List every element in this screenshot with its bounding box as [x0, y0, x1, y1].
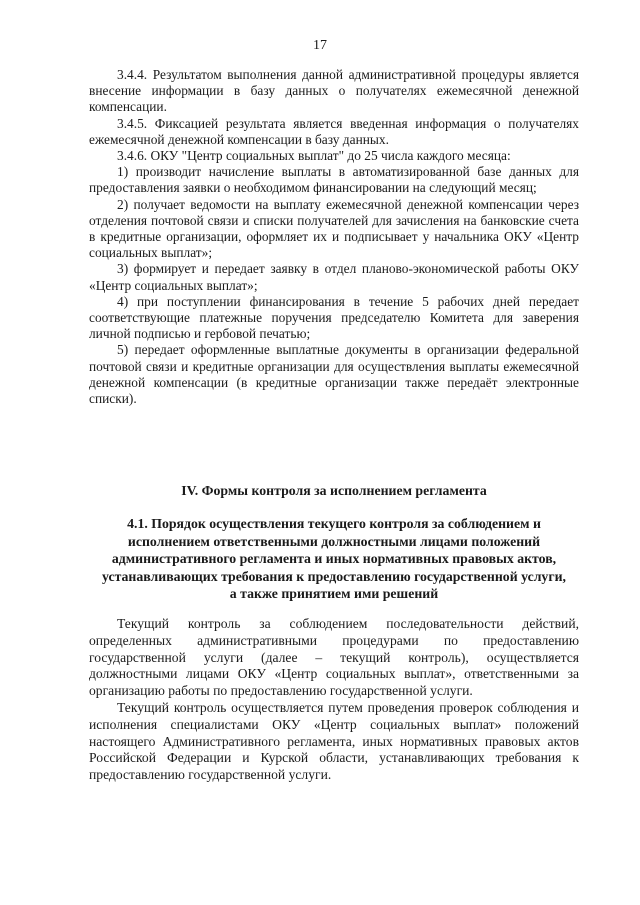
- list-item-1: 1) производит начисление выплаты в автоматизированной базе данных для предоставления заявки о необходимом финансировании на следующий месяц;: [89, 164, 579, 196]
- page-number: 17: [313, 38, 327, 53]
- list-item-3: 3) формирует и передает заявку в отдел планово-экономической работы ОКУ «Центр социальных выплат»;: [89, 261, 579, 293]
- subsection-heading-block: [89, 515, 579, 603]
- list-item-4: 4) при поступлении финансирования в течение 5 рабочих дней передает соответствующие платежные поручения председателю Комитета для заверения личной подписью и гербовой печатью;: [89, 293, 579, 342]
- paragraph-3-4-6: 3.4.6. ОКУ "Центр социальных выплат" до 25 числа каждого месяца:: [117, 148, 511, 164]
- paragraph-control-method: Текущий контроль осуществляется путем проведения проверок соблюдения и исполнения специалистами ОКУ «Центр социальных выплат» положений настоящего Административного регламента, иных нормативных правовых актов Российской Федерации и Курской области, устанавливающих требования к предоставлению государственной услуги.: [89, 699, 579, 783]
- paragraph-3-4-4: 3.4.4. Результатом выполнения данной административной процедуры является внесение информации в базу данных о получателях ежемесячной денежной компенсации.: [89, 67, 579, 115]
- section-heading: IV. Формы контроля за исполнением регламента: [181, 483, 487, 498]
- paragraph-3-4-5: 3.4.5. Фиксацией результата является введенная информация о получателях ежемесячной денежной компенсации в базу данных.: [89, 115, 579, 147]
- section-4-heading-block: [89, 482, 579, 499]
- section-4-text: [89, 616, 579, 784]
- subsection-heading: 4.1. Порядок осуществления текущего контроля за соблюдением и исполнением ответственными должностными лицами положений административного регламента и иных нормативных правовых актов, устанавливающих требования к предоставлению государственной услуги, а также принятием ими решений: [101, 516, 566, 601]
- section-3-text: [89, 67, 579, 407]
- list-item-2: 2) получает ведомости на выплату ежемесячной денежной компенсации через отделения почтовой связи и списки получателей для зачисления на банковские счета в кредитные организации, оформляет их и подписывает у начальника ОКУ «Центр социальных выплат»;: [89, 196, 579, 261]
- list-item-5: 5) передает оформленные выплатные документы в организации федеральной почтовой связи и кредитные организации для осуществления выплаты ежемесячной денежной компенсации (в кредитные организации также передаёт электронные списки).: [89, 342, 579, 407]
- paragraph-current-control: Текущий контроль за соблюдением последовательности действий, определенных административными процедурами по предоставлению государственной услуги (далее – текущий контроль), осуществляется должностными лицами ОКУ «Центр социальных выплат», ответственными за организацию работы по предоставлению государственной услуги.: [89, 616, 579, 699]
